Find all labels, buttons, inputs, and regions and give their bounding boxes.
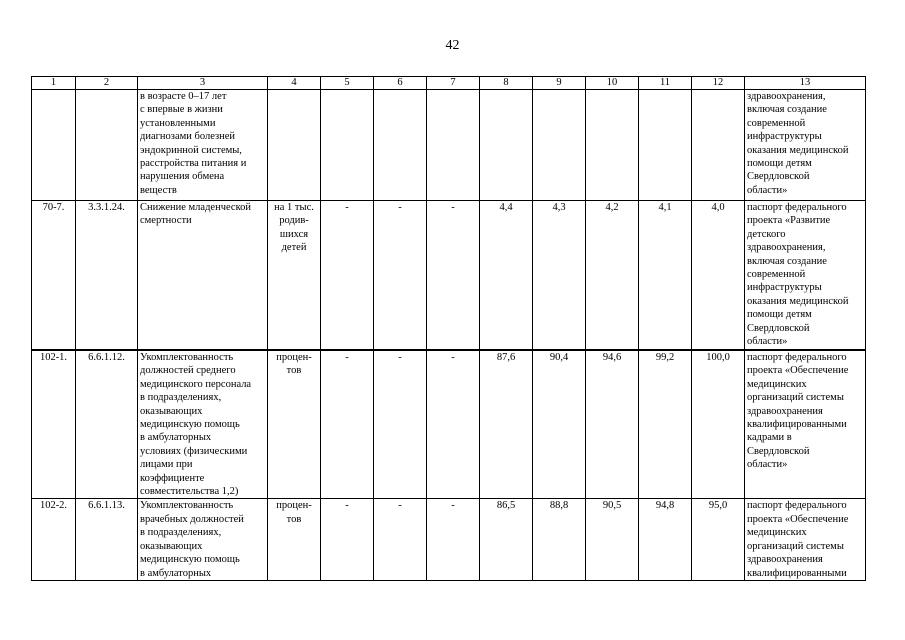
indicator-table (31, 76, 866, 581)
value-cell (321, 90, 374, 201)
value-cell: 4,0 (692, 201, 745, 351)
value-cell: 86,5 (480, 499, 533, 580)
value-cell: - (427, 201, 480, 351)
row-number: 102-1. (32, 350, 76, 499)
column-header: 1 (32, 77, 76, 90)
column-header: 5 (321, 77, 374, 90)
value-cell (374, 90, 427, 201)
value-cell: 90,4 (533, 350, 586, 499)
indicator-name: Снижение младенческой смертности (138, 201, 268, 351)
source-cell: паспорт федерального проекта «Обеспечение медицинских организаций системы здравоохранения квалифицированными (745, 499, 866, 580)
value-cell (533, 90, 586, 201)
page-number: 42 (445, 38, 460, 53)
value-cell: 95,0 (692, 499, 745, 580)
column-header: 9 (533, 77, 586, 90)
unit: процен- тов (268, 499, 321, 580)
column-header: 3 (138, 77, 268, 90)
value-cell: 88,8 (533, 499, 586, 580)
indicator-name: Укомплектованность врачебных должностей в подразделениях, оказывающих медицинскую помощь в амбулаторных (138, 499, 268, 580)
table-row (32, 90, 866, 201)
indicator-name: в возрасте 0–17 лет с впервые в жизни установленными диагнозами болезней эндокринной системы, расстройства питания и нарушения обмена веществ (138, 90, 268, 201)
indicator-name: Укомплектованность должностей среднего медицинского персонала в подразделениях, оказывающих медицинскую помощь в амбулаторных условиях (физическими лицами при коэффициенте совместительства 1,2) (138, 350, 268, 499)
value-cell: 4,4 (480, 201, 533, 351)
value-cell: 4,1 (639, 201, 692, 351)
value-cell: 94,8 (639, 499, 692, 580)
value-cell (480, 90, 533, 201)
column-header: 12 (692, 77, 745, 90)
value-cell (639, 90, 692, 201)
goal-code: 6.6.1.13. (76, 499, 138, 580)
column-header: 7 (427, 77, 480, 90)
value-cell: - (321, 350, 374, 499)
source-cell: паспорт федерального проекта «Обеспечение медицинских организаций системы здравоохранения квалифицированными кадрами в Свердловской области» (745, 350, 866, 499)
source-cell: паспорт федерального проекта «Развитие детского здравоохранения, включая создание современной инфраструктуры оказания медицинской помощи детям Свердловской области» (745, 201, 866, 351)
column-header: 4 (268, 77, 321, 90)
table-row (32, 350, 866, 499)
row-number (32, 90, 76, 201)
value-cell: 4,3 (533, 201, 586, 351)
value-cell: 100,0 (692, 350, 745, 499)
value-cell: 4,2 (586, 201, 639, 351)
value-cell: - (374, 499, 427, 580)
source-cell: здравоохранения, включая создание современной инфраструктуры оказания медицинской помощи детям Свердловской области» (745, 90, 866, 201)
value-cell (586, 90, 639, 201)
column-header: 8 (480, 77, 533, 90)
table-row (32, 499, 866, 580)
goal-code: 3.3.1.24. (76, 201, 138, 351)
column-header: 2 (76, 77, 138, 90)
unit: процен- тов (268, 350, 321, 499)
value-cell (692, 90, 745, 201)
table-row (32, 201, 866, 351)
column-header: 6 (374, 77, 427, 90)
row-number: 102-2. (32, 499, 76, 580)
row-number: 70-7. (32, 201, 76, 351)
table-header-row (32, 77, 866, 90)
value-cell: - (374, 350, 427, 499)
value-cell: - (427, 499, 480, 580)
goal-code (76, 90, 138, 201)
column-header: 10 (586, 77, 639, 90)
value-cell: - (427, 350, 480, 499)
goal-code: 6.6.1.12. (76, 350, 138, 499)
value-cell: 94,6 (586, 350, 639, 499)
value-cell: - (374, 201, 427, 351)
value-cell: 90,5 (586, 499, 639, 580)
value-cell: 99,2 (639, 350, 692, 499)
unit (268, 90, 321, 201)
value-cell: 87,6 (480, 350, 533, 499)
value-cell: - (321, 201, 374, 351)
column-header: 11 (639, 77, 692, 90)
value-cell (427, 90, 480, 201)
value-cell: - (321, 499, 374, 580)
column-header: 13 (745, 77, 866, 90)
unit: на 1 тыс. родив- шихся детей (268, 201, 321, 351)
